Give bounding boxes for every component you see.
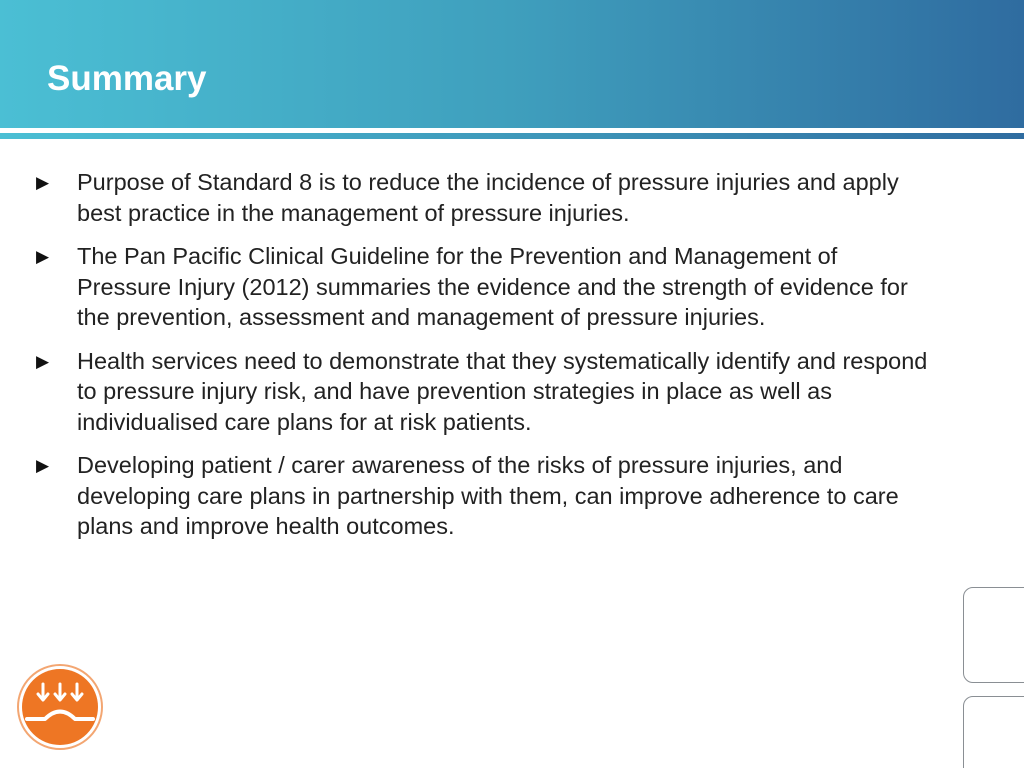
bullet-item — [0, 167, 960, 228]
bullet-text: Developing patient / carer awareness of the risks of pressure injuries, and developing care plans in partnership with them, can improve adherence to care plans and improve health outcomes. — [77, 452, 899, 539]
bullet-text: The Pan Pacific Clinical Guideline for the Prevention and Management of Pressure Injury (2012) summaries the evidence and the strength of evidence for the prevention, assessment and management of pressure injuries. — [77, 243, 908, 330]
bullet-arrow-icon: ▶ — [36, 351, 50, 371]
bullet-arrow-icon: ▶ — [36, 173, 50, 192]
bullet-item — [0, 346, 960, 438]
bullet-text: Health services need to demonstrate that they systematically identify and respond to pressure injury risk, and have prevention strategies in place as well as individualised care plans for at risk patients. — [77, 347, 928, 435]
bullet-text: Purpose of Standard 8 is to reduce the incidence of pressure injuries and apply best practice in the management of pressure injuries. — [77, 169, 899, 226]
bullet-item — [0, 241, 960, 333]
side-tab-bottom — [963, 696, 1024, 768]
side-tab-top — [963, 587, 1024, 683]
bullet-arrow-icon: ▶ — [36, 247, 50, 266]
bullet-arrow-icon: ▶ — [36, 456, 50, 475]
bullet-list — [0, 167, 960, 555]
bullet-item — [0, 450, 960, 542]
pressure-injury-logo-icon — [17, 664, 103, 750]
slide-title: Summary — [47, 59, 207, 98]
header-accent-rule — [0, 133, 1024, 139]
